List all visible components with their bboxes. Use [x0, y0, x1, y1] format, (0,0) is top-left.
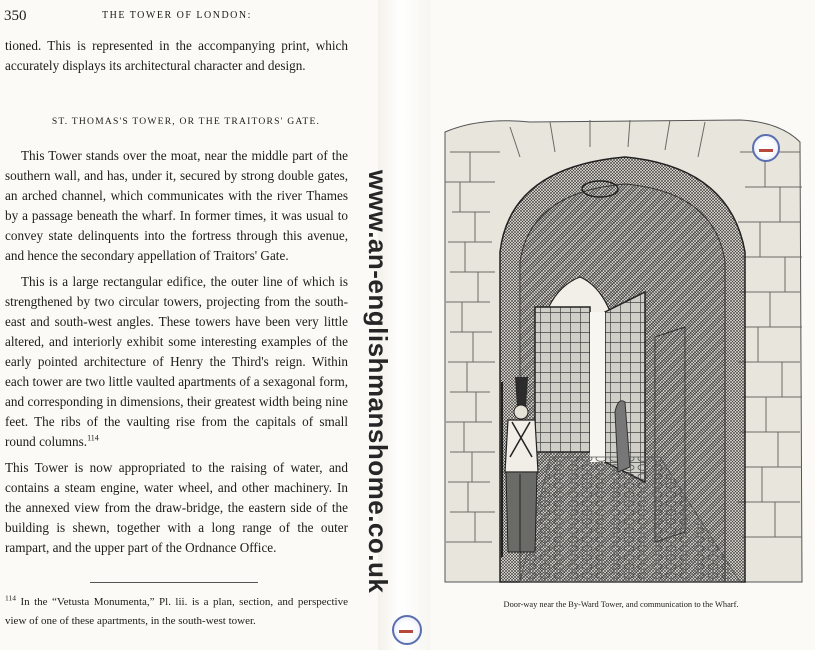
- footnote: [5, 593, 348, 631]
- footnote-text: In the “Vetusta Monumenta,” Pl. lii. is a plan, section, and perspective view of one of these apartments, in the south-west tower.: [5, 596, 348, 627]
- paragraph-3: This Tower is now appropriated to the raising of water, and contains a steam engine, water wheel, and other machinery. In the annexed view from the draw-bridge, the eastern side of the building is shewn, together with a long range of the outer rampart, and the upper part of the Ordnance Office.: [5, 460, 348, 555]
- footnote-rule: [90, 582, 258, 583]
- paragraph-2-text: This is a large rectangular edifice, the outer line of which is strengthened by two circular towers, projecting from the south-east and south-west angles. These towers have been very little altered, and interiorly exhibit some interesting examples of the early pointed architecture of Henry the Third's reign. Within each tower are two little vaulted apartments of a sexagonal form, and corresponding in dimensions, their greatest width being nine feet. The ribs of the vaulting rise from the capitals of small round columns.: [5, 274, 348, 449]
- left-page: [0, 0, 380, 650]
- running-title: THE TOWER OF LONDON:: [102, 10, 252, 21]
- illustration-caption: Door-way near the By-Ward Tower, and communication to the Wharf.: [503, 600, 739, 609]
- engraving-illustration: [440, 112, 805, 597]
- section-heading: ST. THOMAS'S TOWER, OR THE TRAITORS' GATE.: [51, 116, 321, 127]
- watermark-logo-icon: [392, 615, 422, 645]
- footnote-reference: 114: [87, 433, 99, 443]
- page-number: 350: [4, 8, 27, 24]
- paragraph-2: [5, 272, 348, 452]
- footnote-number: 114: [5, 593, 16, 603]
- left-gate-door: [535, 307, 590, 452]
- running-head: [4, 8, 354, 28]
- watermark-text: www.an-englishmanshome.co.uk: [363, 170, 393, 594]
- paragraph-1: This Tower stands over the moat, near the middle part of the southern wall, and has, under it, secured by strong double gates, an arched channel, which communicates with the river Thames by a passage beneath the wharf. In former times, it was usual to convey state delinquents into the fortress through this avenue, and hence the secondary appellation of Traitors' Gate.: [5, 148, 348, 263]
- watermark-logo-icon: [752, 134, 780, 162]
- intro-paragraph: tioned. This is represented in the accompanying print, which accurately displays its architectural character and design.: [5, 38, 348, 73]
- gate-light: [590, 312, 605, 462]
